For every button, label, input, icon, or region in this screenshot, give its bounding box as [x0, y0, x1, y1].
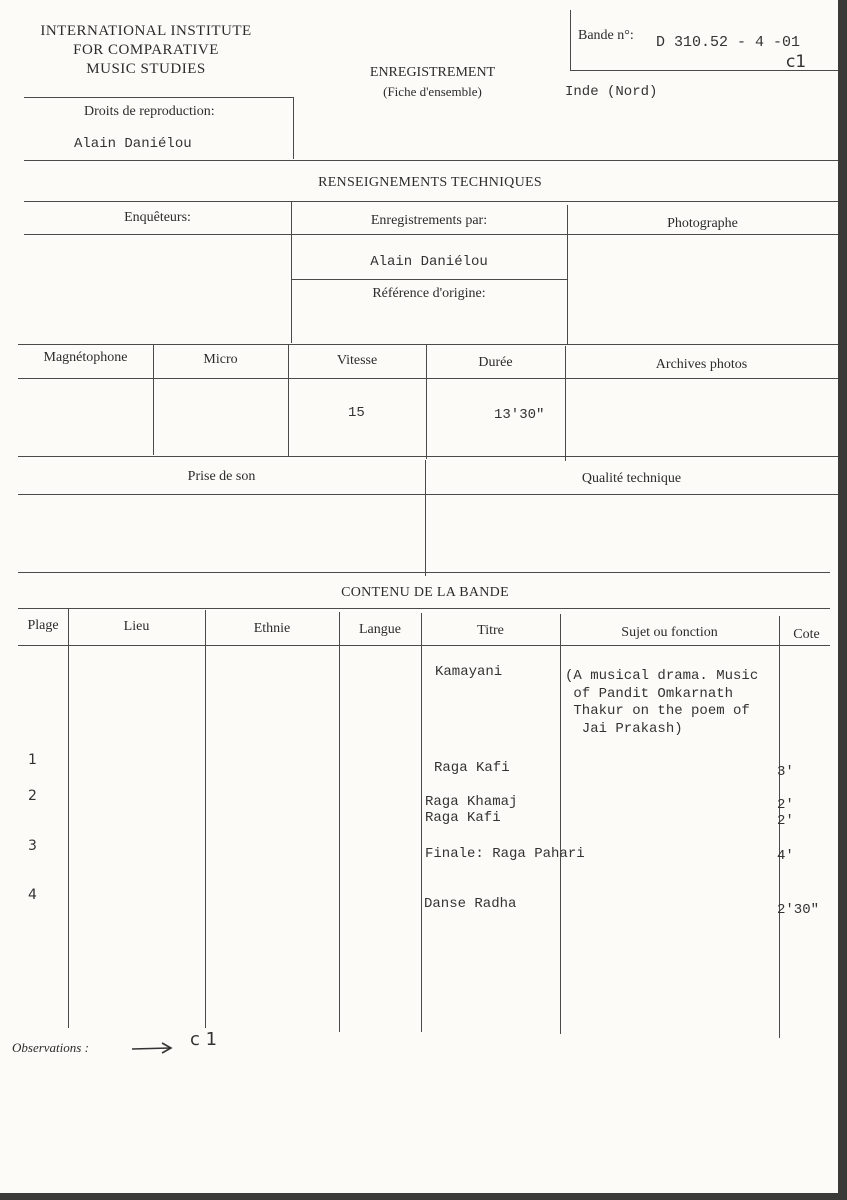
vitesse-value: 15	[348, 405, 365, 421]
row-titre: Finale: Raga Pahari	[425, 846, 585, 862]
col-divider-titre	[560, 614, 561, 1034]
technical-section-title: RENSEIGNEMENTS TECHNIQUES	[318, 175, 542, 190]
technical-top-line	[24, 201, 838, 202]
prise-header-line	[18, 494, 838, 495]
row-cote: 3'	[777, 764, 794, 780]
col-header-langue: Langue	[359, 622, 401, 637]
mag-bottom-line	[18, 456, 838, 457]
bande-suffix: c1	[786, 52, 807, 72]
col-divider-langue	[421, 613, 422, 1032]
row-cote: 2'30"	[777, 902, 820, 918]
enregistrements-value: Alain Daniélou	[370, 254, 488, 270]
row-plage: 4	[28, 887, 37, 903]
col-header-sujet: Sujet ou fonction	[621, 625, 718, 640]
row-plage: 3	[28, 838, 37, 854]
archives-label: Archives photos	[655, 357, 748, 372]
qualite-label: Qualité technique	[581, 471, 682, 486]
intro-subject-line: Jai Prakash)	[565, 720, 683, 737]
duree-value: 13'30"	[494, 407, 545, 423]
micro-label: Micro	[203, 352, 238, 367]
enregistrements-label: Enregistrements par:	[370, 213, 488, 228]
reference-label: Référence d'origine:	[372, 286, 486, 301]
region-value: Inde (Nord)	[565, 84, 658, 100]
bande-box-left	[570, 10, 571, 70]
col-header-titre: Titre	[477, 623, 504, 638]
droits-label: Droits de reproduction:	[84, 104, 215, 119]
intro-subject-line: Thakur on the poem of	[565, 703, 750, 719]
droits-box-right	[293, 97, 294, 159]
contents-header-line	[18, 645, 830, 646]
institute-line-3: MUSIC STUDIES	[86, 61, 206, 77]
intro-subject	[565, 668, 758, 738]
row-cote: 2'	[777, 813, 794, 829]
enregistrement-subtitle: (Fiche d'ensemble)	[383, 84, 482, 99]
prise-de-son-label: Prise de son	[187, 469, 256, 484]
technical-bottom-line	[18, 344, 838, 345]
intro-subject-line: (A musical drama. Music	[565, 668, 759, 684]
col-header-lieu: Lieu	[123, 619, 150, 634]
row-cote: 4'	[777, 848, 794, 864]
duree-label: Durée	[478, 355, 513, 370]
intro-title: Kamayani	[435, 664, 503, 680]
institute-name	[18, 22, 274, 79]
col-divider-lieu	[205, 610, 206, 1028]
enqueteurs-label: Enquêteurs:	[124, 210, 191, 225]
col-header-cote: Cote	[793, 627, 820, 642]
technical-header-line	[24, 234, 838, 235]
arrow-right-icon	[130, 1040, 176, 1056]
observations-value: c 1	[190, 1029, 218, 1050]
row-plage: 1	[28, 752, 37, 768]
col-header-ethnie: Ethnie	[253, 621, 291, 636]
row-plage: 2	[28, 788, 37, 804]
mag-header-line	[18, 378, 838, 379]
institute-line-1: INTERNATIONAL INSTITUTE	[40, 23, 252, 39]
row-titre: Raga Kafi	[425, 810, 501, 826]
observations-label: Observations :	[12, 1040, 89, 1055]
contents-section-title: CONTENU DE LA BANDE	[341, 585, 509, 600]
col-header-plage: Plage	[27, 618, 59, 633]
row-titre: Danse Radha	[424, 896, 517, 912]
intro-subject-line: of Pandit Omkarnath	[565, 685, 734, 702]
col-divider-ethnie	[339, 612, 340, 1032]
vitesse-label: Vitesse	[336, 353, 378, 368]
bande-label: Bande n°:	[578, 28, 634, 43]
header-bottom-line	[24, 160, 838, 161]
col-divider-plage	[68, 608, 69, 1028]
prise-bottom-line	[18, 572, 830, 573]
institute-line-2: FOR COMPARATIVE	[73, 42, 219, 58]
row-titre: Raga Kafi	[434, 760, 510, 776]
contents-top-line	[18, 608, 830, 609]
bande-number: D 310.52 - 4 -01	[656, 34, 801, 51]
reference-line	[291, 279, 567, 280]
photographe-label: Photographe	[667, 216, 738, 231]
droits-value: Alain Daniélou	[74, 136, 192, 152]
enregistrement-title: ENREGISTREMENT	[369, 65, 496, 80]
magnetophone-label: Magnétophone	[43, 350, 128, 365]
droits-box-top	[24, 97, 294, 98]
row-titre: Raga Khamaj	[425, 794, 518, 810]
row-cote: 2'	[777, 797, 794, 813]
